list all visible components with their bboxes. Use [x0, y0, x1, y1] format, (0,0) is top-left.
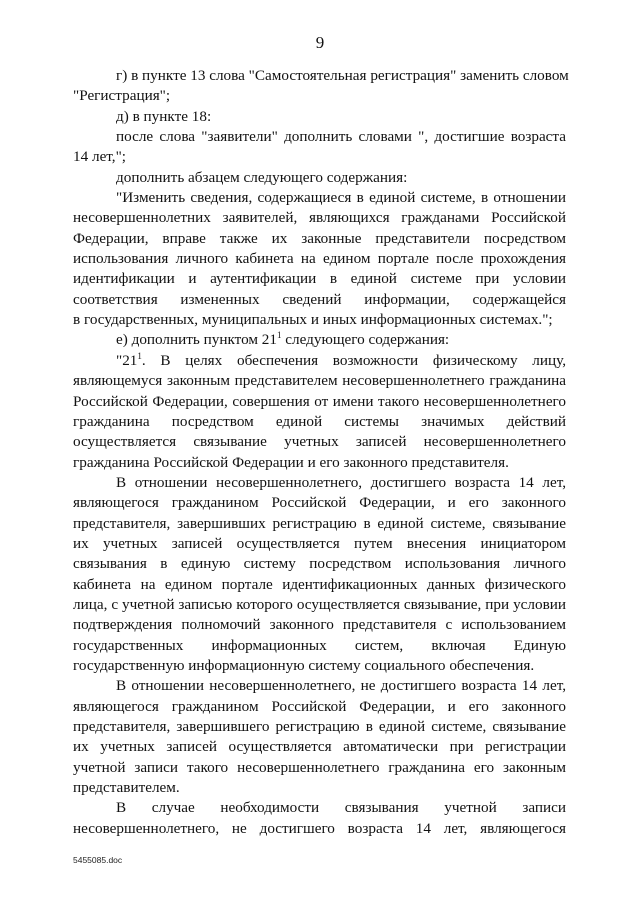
line-text: 14 лет,"; — [73, 148, 127, 166]
text-line — [73, 473, 566, 493]
text-line — [73, 595, 566, 615]
line-text: Федерации, вправе также их законные представители посредством — [73, 229, 566, 247]
line-text: Российской Федерации, совершения от имени такого несовершеннолетнего — [73, 392, 566, 410]
text-line — [73, 208, 566, 228]
line-text: учетной записи такого несовершеннолетнего гражданина его законным — [73, 758, 566, 776]
line-text: несовершеннолетнего, не достигшего возраста 14 лет, являющегося — [73, 819, 566, 837]
line-text: после слова "заявители" дополнить словами ", достигшие возраста — [116, 128, 566, 146]
line-text: В случае необходимости связывания учетной записи — [116, 799, 566, 817]
page-number: 9 — [315, 33, 325, 52]
line-text-continued: . В целях обеспечения возможности физическому лицу, — [141, 351, 566, 369]
text-line — [73, 656, 566, 676]
line-text: идентификации и аутентификации в единой системе при условии — [73, 270, 566, 288]
line-text: являющегося гражданином Российской Федерации, и его законного — [73, 697, 566, 715]
line-text: осуществляется связывание учетных записей несовершеннолетнего — [73, 433, 566, 451]
line-text: кабинета на едином портале идентификационных данных физического — [73, 575, 566, 593]
line-text: их учетных записей осуществляется путем внесения инициатором — [73, 534, 566, 552]
text-line — [73, 351, 566, 371]
file-name-footer: 5455085.doc — [73, 855, 123, 865]
text-line — [73, 493, 566, 513]
line-text: представителя, завершившего регистрацию в единой системе, связывание — [73, 718, 566, 735]
text-line — [73, 127, 566, 147]
line-text: в государственных, муниципальных и иных информационных системах."; — [73, 311, 553, 329]
superscript: 1 — [137, 350, 142, 361]
text-line — [73, 66, 569, 86]
line-text: дополнить абзацем следующего содержания: — [116, 168, 408, 186]
line-text: связывания в единую систему посредством использования личного — [73, 555, 566, 573]
text-line — [73, 758, 566, 778]
text-line — [73, 249, 566, 269]
text-line — [73, 432, 566, 452]
line-text: гражданина посредством единой системы значимых действий — [73, 412, 566, 430]
text-line — [73, 290, 566, 310]
text-line — [73, 269, 566, 289]
line-text: "21 — [116, 351, 138, 369]
text-line — [73, 737, 566, 757]
text-line — [73, 453, 566, 473]
line-text: представителем. — [73, 779, 180, 797]
line-text: "Регистрация"; — [73, 87, 171, 105]
line-text: являющегося гражданином Российской Федерации, и его законного — [73, 494, 566, 512]
line-text: В отношении несовершеннолетнего, не достигшего возраста 14 лет, — [116, 677, 566, 695]
text-line — [73, 514, 566, 534]
line-text: лица, с учетной записью которого осуществляется связывание, при условии — [73, 595, 566, 613]
text-line — [73, 615, 566, 635]
text-line — [73, 412, 566, 432]
text-line — [73, 554, 566, 574]
text-line — [73, 819, 566, 839]
text-line — [73, 778, 566, 798]
line-text: использования личного кабинета на едином портале после прохождения — [73, 250, 566, 268]
superscript: 1 — [277, 330, 282, 341]
text-line — [73, 147, 566, 167]
text-line — [73, 717, 566, 737]
text-line — [73, 798, 566, 818]
text-line — [73, 188, 566, 208]
text-line — [73, 392, 566, 412]
text-line — [73, 534, 566, 554]
text-line — [73, 676, 566, 696]
text-line — [73, 229, 566, 249]
line-text: гражданина Российской Федерации и его законного представителя. — [73, 453, 509, 471]
line-text: г) в пункте 13 слова "Самостоятельная регистрация" заменить словом — [116, 67, 569, 84]
line-text-continued: следующего содержания: — [281, 331, 450, 349]
text-line — [73, 330, 566, 350]
line-text: соответствия измененных сведений информации, содержащейся — [73, 290, 566, 308]
text-line — [73, 86, 566, 106]
text-line — [73, 371, 566, 391]
line-text: представителя, завершивших регистрацию в единой системе, связывание — [73, 514, 566, 532]
text-line — [73, 168, 566, 188]
text-line — [73, 575, 566, 595]
line-text: несовершеннолетних заявителей, являющихся гражданами Российской — [73, 209, 566, 227]
line-text: "Изменить сведения, содержащиеся в единой системе, в отношении — [116, 189, 566, 207]
line-text: д) в пункте 18: — [116, 107, 212, 125]
line-text: являющемуся законным представителем несовершеннолетнего гражданина — [73, 372, 566, 390]
text-line — [73, 310, 566, 330]
line-text: В отношении несовершеннолетнего, достигшего возраста 14 лет, — [116, 473, 566, 491]
line-text: государственных информационных систем, включая Единую — [73, 636, 566, 654]
document-body — [73, 66, 569, 839]
line-text: подтверждения полномочий законного представителя с использованием — [73, 616, 566, 634]
text-line — [73, 636, 566, 656]
line-text: государственную информационную систему социального обеспечения. — [73, 656, 535, 674]
line-text: е) дополнить пунктом 21 — [116, 331, 277, 349]
text-line — [73, 107, 566, 127]
text-line — [73, 697, 566, 717]
line-text: их учетных записей осуществляется автоматически при регистрации — [73, 738, 566, 756]
